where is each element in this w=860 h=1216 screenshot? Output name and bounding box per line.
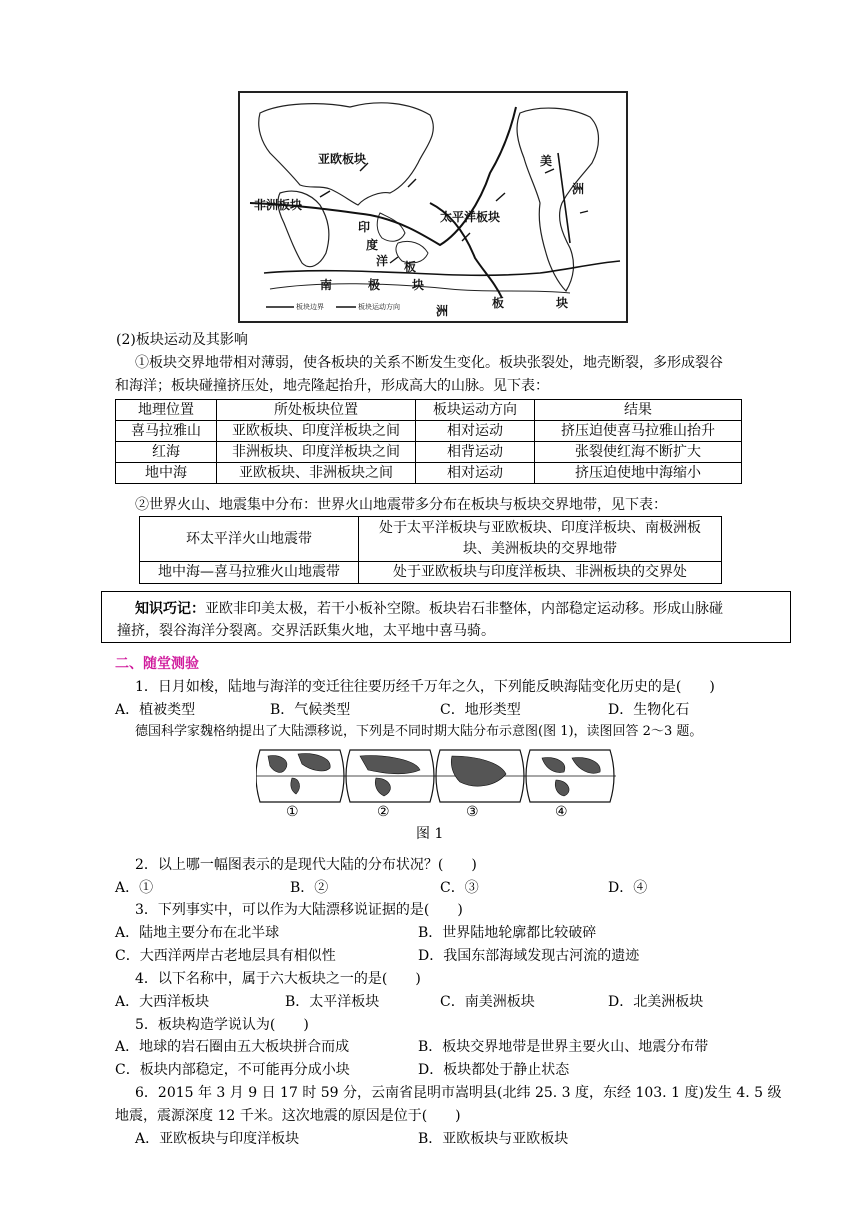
table-cell [359,517,722,562]
table-cell: 喜马拉雅山 [116,421,217,442]
table-row [116,442,742,463]
option: D．北美洲板块 [608,994,704,1010]
figure-caption: 图 1 [416,826,444,842]
option: C．南美洲板块 [440,994,535,1010]
table-cell: 挤压迫使喜马拉雅山抬升 [535,421,742,442]
plate-motion-table [115,399,742,484]
option: C．地形类型 [440,702,521,718]
section-heading: 二、随堂测验 [115,656,199,672]
option: A．陆地主要分布在北半球 [115,925,280,941]
figure-number: ① [286,804,299,820]
table-cell: 处于亚欧板块与印度洋板块、非洲板块的交界处 [359,562,722,584]
svg-text:太平洋板块: 太平洋板块 [440,210,501,224]
memory-tip-text [117,598,781,642]
svg-text:板块边界: 板块边界 [296,303,324,311]
volcano-belt-table [139,516,722,584]
memory-tip-label: 知识巧记： [135,601,205,617]
question-1: 1．日月如梭，陆地与海洋的变迁往往要历经千万年之久，下列能反映海陆变化历史的是( ) [135,679,715,695]
svg-text:块: 块 [412,278,425,292]
figure-number: ② [377,804,390,820]
figure-number: ③ [466,804,479,820]
plate-map [238,91,628,323]
plate-map-svg [240,93,626,321]
option: B．气候类型 [270,702,351,718]
option: D．我国东部海域发现古河流的遗迹 [418,948,640,964]
table-cell: 亚欧板块、印度洋板块之间 [217,421,416,442]
table-header-cell: 结果 [535,400,742,421]
continental-drift-figure [256,746,616,806]
memory-tip-line: 撞挤，裂谷海洋分裂离。交界活跃集火地，太平地中喜马骑。 [117,623,495,639]
table-cell: 红海 [116,442,217,463]
option: B．板块交界地带是世界主要火山、地震分布带 [418,1039,709,1055]
table-row [140,562,722,584]
paragraph-line: 和海洋；板块碰撞挤压处，地壳隆起抬升，形成高大的山脉。见下表： [115,378,549,394]
svg-text:板: 板 [404,260,417,274]
svg-text:美: 美 [540,154,553,168]
table-cell: 环太平洋火山地震带 [140,517,359,562]
option: C．大西洋两岸古老地层具有相似性 [115,948,336,964]
cell-line: 块、美洲板块的交界地带 [463,541,617,557]
option: B．亚欧板块与亚欧板块 [418,1131,569,1147]
question-6-cont: 地震，震源深度 12 千米。这次地震的原因是位于( ) [115,1108,461,1124]
option: D．板块都处于静止状态 [418,1062,570,1078]
table-cell: 张裂使红海不断扩大 [535,442,742,463]
table-cell: 非洲板块、印度洋板块之间 [217,442,416,463]
table-row [116,421,742,442]
table-header-cell: 地理位置 [116,400,217,421]
option: C．板块内部稳定，不可能再分成小块 [115,1062,350,1078]
paragraph-line: ②世界火山、地震集中分布：世界火山地震带多分布在板块与板块交界地带，见下表： [135,497,667,513]
table-cell: 挤压迫使地中海缩小 [535,463,742,484]
table-cell: 相对运动 [416,463,535,484]
table-header-row [116,400,742,421]
table-row [116,463,742,484]
svg-text:块: 块 [556,296,569,310]
option: B．世界陆地轮廓都比较破碎 [418,925,597,941]
table-cell: 地中海 [116,463,217,484]
table-row [140,517,722,562]
option: D．生物化石 [608,702,690,718]
option: A．① [115,880,154,896]
option: C．③ [440,880,479,896]
svg-text:南: 南 [320,278,333,292]
svg-text:印: 印 [358,220,371,234]
subheading-plate-movement: (2)板块运动及其影响 [116,332,248,348]
svg-text:洋: 洋 [376,254,389,268]
question-5: 5．板块构造学说认为( ) [135,1017,309,1033]
svg-text:洲: 洲 [436,304,449,318]
svg-text:度: 度 [366,238,379,252]
option: A．植被类型 [115,702,196,718]
table-cell: 亚欧板块、非洲板块之间 [217,463,416,484]
globes-svg [256,746,616,806]
svg-text:板: 板 [492,296,505,310]
svg-text:非洲板块: 非洲板块 [254,198,303,212]
svg-text:洲: 洲 [572,182,585,196]
cell-line: 处于太平洋板块与亚欧板块、印度洋板块、南极洲板 [379,520,701,536]
question-4: 4．以下名称中，属于六大板块之一的是( ) [135,971,421,987]
table-cell: 相对运动 [416,421,535,442]
table-header-cell: 所处板块位置 [217,400,416,421]
option: B．太平洋板块 [285,994,380,1010]
option: D．④ [608,880,648,896]
question-3: 3．下列事实中，可以作为大陆漂移说证据的是( ) [135,902,463,918]
option: B．② [290,880,329,896]
option: A．大西洋板块 [115,994,210,1010]
memory-tip-box [101,591,791,643]
paragraph-line: ①板块交界地带相对薄弱，使各板块的关系不断发生变化。板块张裂处，地壳断裂，多形成裂谷 [135,355,723,371]
table-cell: 地中海—喜马拉雅火山地震带 [140,562,359,584]
table-header-cell: 板块运动方向 [416,400,535,421]
figure-number: ④ [555,804,568,820]
option: A．地球的岩石圈由五大板块拼合而成 [115,1039,350,1055]
option: A．亚欧板块与印度洋板块 [135,1131,300,1147]
question-6: 6．2015 年 3 月 9 日 17 时 59 分，云南省昆明市嵩明县(北纬 25. 3 度，东经 103. 1 度)发生 4. 5 级 [135,1085,782,1101]
memory-tip-line: 亚欧非印美太极，若干小板补空隙。板块岩石非整体，内部稳定运动移。形成山脉碰 [205,601,723,617]
question-2: 2．以上哪一幅图表示的是现代大陆的分布状况？( ) [135,857,477,873]
question-intro: 德国科学家魏格纳提出了大陆漂移说，下列是不同时期大陆分布示意图(图 1)，读图回答 2～3 题。 [135,724,703,739]
svg-text:板块运动方向: 板块运动方向 [358,303,400,311]
svg-text:极: 极 [368,278,381,292]
svg-text:亚欧板块: 亚欧板块 [318,152,367,166]
table-cell: 相背运动 [416,442,535,463]
